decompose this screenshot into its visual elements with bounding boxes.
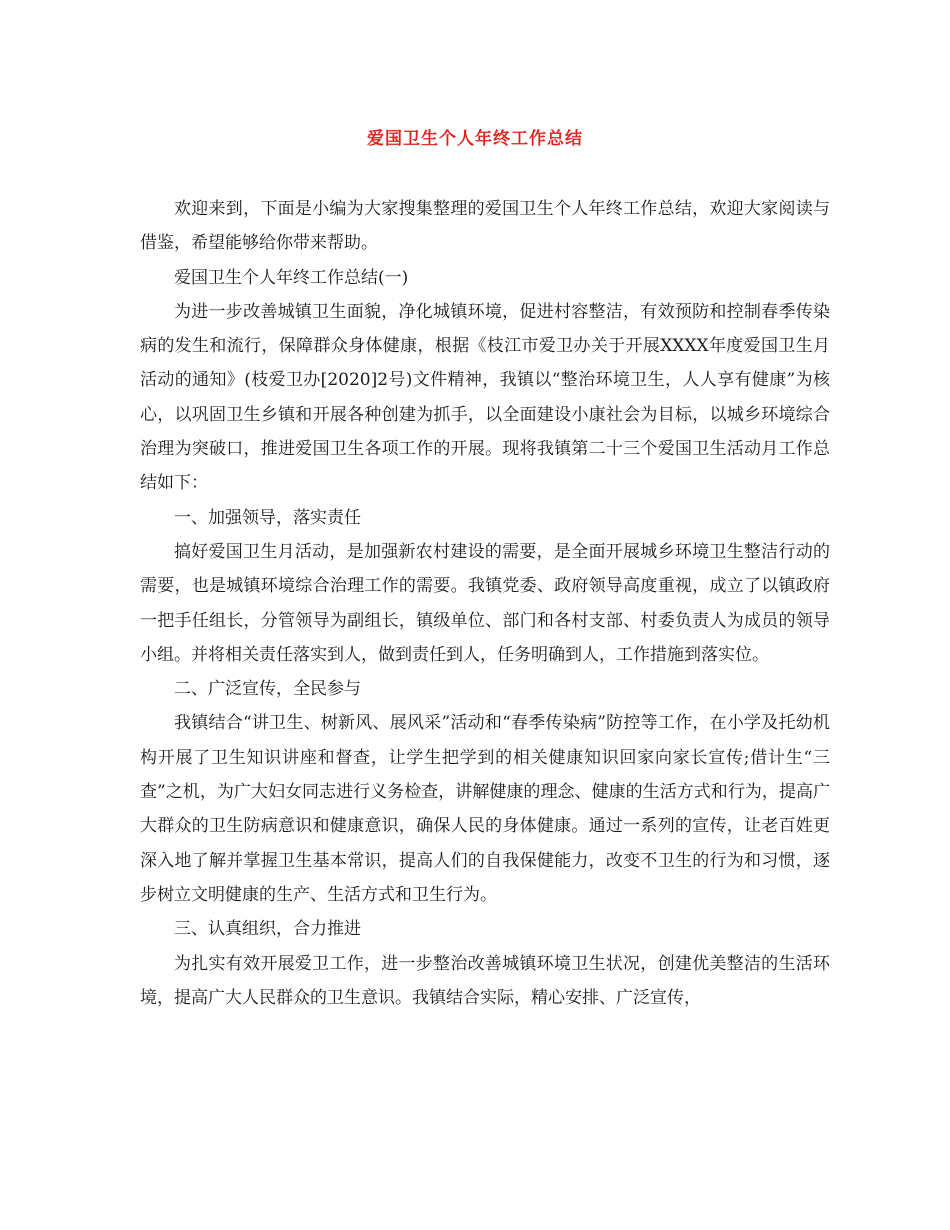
section-heading-organization: 三、认真组织，合力推进 [174,919,361,940]
document-body [140,192,830,1015]
paragraph-intro: 欢迎来到，下面是小编为大家搜集整理的爱国卫生个人年终工作总结，欢迎大家阅读与借鉴，希望能够给你带来帮助。 [140,199,830,254]
section-heading-publicity: 二、广泛宣传，全民参与 [174,679,361,700]
document-title: 爱国卫生个人年终工作总结 [367,129,583,149]
paragraph-background: 为进一步改善城镇卫生面貌，净化城镇环境，促进村容整洁，有效预防和控制春季传染病的发生和流行，保障群众身体健康，根据《枝江市爱卫办关于开展XXXX年度爱国卫生月活动的通知》(枝爱卫办[2020]2号)文件精神，我镇以“整治环境卫生，人人享有健康”为核心，以巩固卫生乡镇和开展各种创建为抓手，以全面建设小康社会为目标，以城乡环境综合治理为突破口，推进爱国卫生各项工作的开展。现将我镇第二十三个爱国卫生活动月工作总结如下： [140,301,830,494]
paragraph-leadership: 搞好爱国卫生月活动，是加强新农村建设的需要，是全面开展城乡环境卫生整洁行动的需要，也是城镇环境综合治理工作的需要。我镇党委、政府领导高度重视，成立了以镇政府一把手任组长，分管领导为副组长，镇级单位、部门和各村支部、村委负责人为成员的领导小组。并将相关责任落实到人，做到责任到人，任务明确到人，工作措施到落实位。 [140,541,830,665]
paragraph-organization: 为扎实有效开展爱卫工作，进一步整治改善城镇环境卫生状况，创建优美整洁的生活环境，提高广大人民群众的卫生意识。我镇结合实际，精心安排、广泛宣传， [140,953,830,1008]
section-heading-summary-one: 爱国卫生个人年终工作总结(一) [174,267,409,288]
section-heading-leadership: 一、加强领导，落实责任 [174,507,361,528]
paragraph-publicity: 我镇结合“讲卫生、树新风、展风采”活动和“春季传染病”防控等工作，在小学及托幼机构开展了卫生知识讲座和督查，让学生把学到的相关健康知识回家向家长宣传;借计生“三查”之机，为广大妇女同志进行义务检查，讲解健康的理念、健康的生活方式和行为，提高广大群众的卫生防病意识和健康意识，确保人民的身体健康。通过一系列的宣传，让老百姓更深入地了解并掌握卫生基本常识，提高人们的自我保健能力，改变不卫生的行为和习惯，逐步树立文明健康的生产、生活方式和卫生行为。 [140,713,830,905]
